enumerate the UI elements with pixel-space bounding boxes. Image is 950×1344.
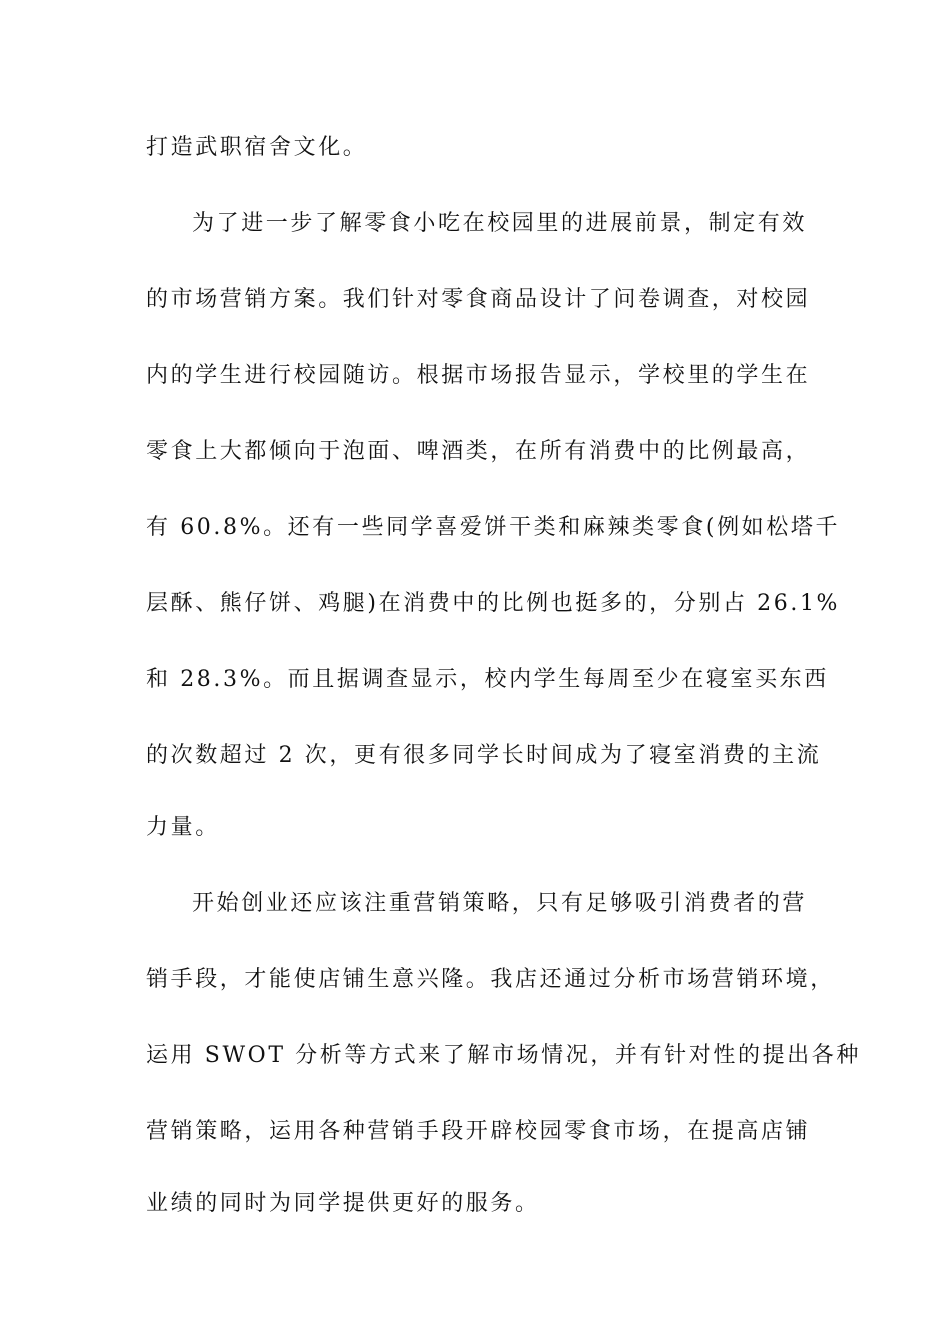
text-line: 销手段，才能使店铺生意兴隆。我店还通过分析市场营销环境，	[146, 967, 835, 992]
text-line: 和 28.3%。而且据调查显示，校内学生每周至少在寝室买东西	[146, 667, 829, 692]
text-line: 有 60.8%。还有一些同学喜爱饼干类和麻辣类零食(例如松塔千	[146, 515, 841, 540]
text-line: 打造武职宿舍文化。	[146, 135, 368, 160]
text-line: 营销策略，运用各种营销手段开辟校园零食市场，在提高店铺	[146, 1119, 811, 1144]
text-line: 力量。	[146, 815, 220, 840]
text-line: 层酥、熊仔饼、鸡腿)在消费中的比例也挺多的，分别占 26.1%	[146, 591, 841, 616]
text-line: 零食上大都倾向于泡面、啤酒类，在所有消费中的比例最高，	[146, 439, 811, 464]
paragraph-first-line: 为了进一步了解零食小吃在校园里的进展前景，制定有效	[192, 211, 808, 236]
text-line: 业绩的同时为同学提供更好的服务。	[146, 1191, 540, 1216]
text-line: 内的学生进行校园随访。根据市场报告显示，学校里的学生在	[146, 363, 811, 388]
text-line: 的市场营销方案。我们针对零食商品设计了问卷调查，对校园	[146, 287, 811, 312]
text-line: 的次数超过 2 次，更有很多同学长时间成为了寝室消费的主流	[146, 743, 822, 768]
text-line: 运用 SWOT 分析等方式来了解市场情况，并有针对性的提出各种	[146, 1043, 861, 1068]
paragraph-first-line: 开始创业还应该注重营销策略，只有足够吸引消费者的营	[192, 891, 808, 916]
